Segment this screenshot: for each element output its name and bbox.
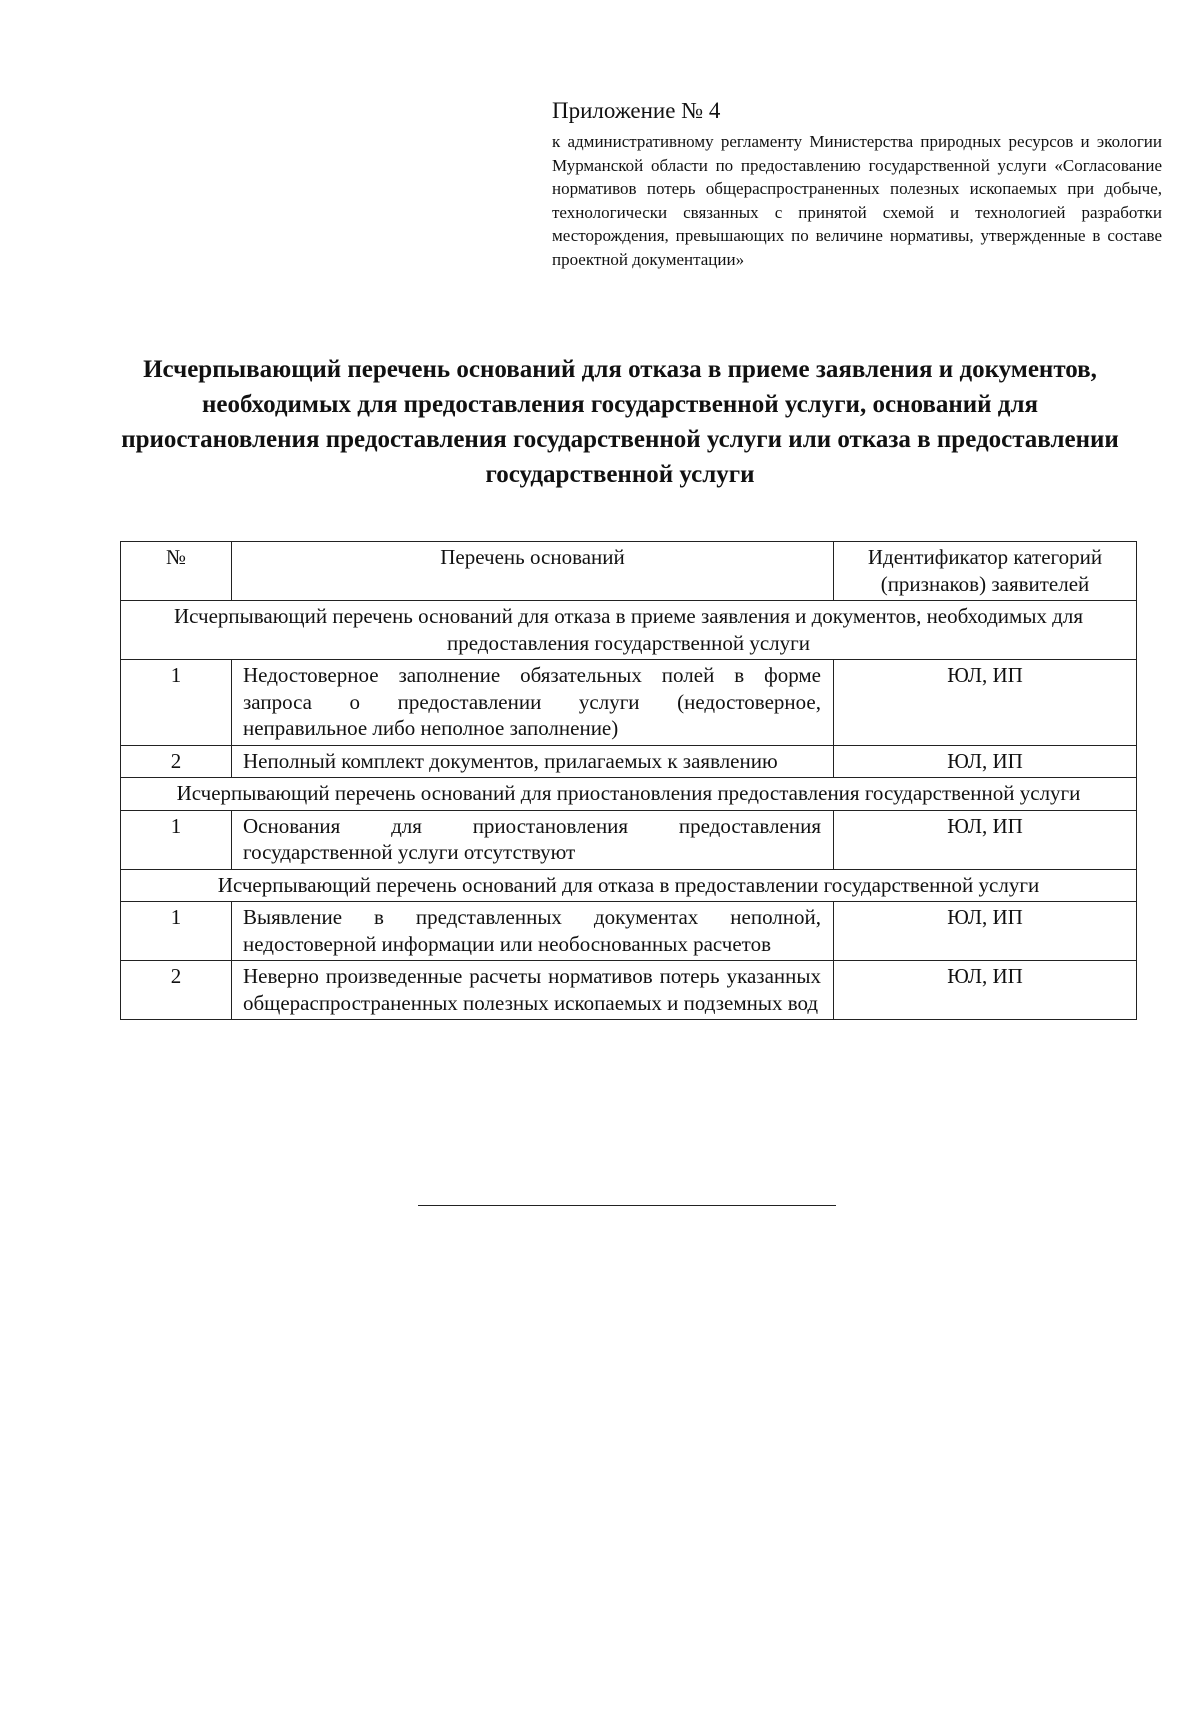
appendix-block: [552, 96, 1162, 271]
row-category: ЮЛ, ИП: [834, 810, 1137, 869]
table-row: [121, 810, 1137, 869]
row-number: 2: [121, 745, 232, 778]
row-category: ЮЛ, ИП: [834, 745, 1137, 778]
header-number: №: [121, 542, 232, 601]
table-row: [121, 902, 1137, 961]
closing-rule: [418, 1205, 836, 1206]
row-category: ЮЛ, ИП: [834, 902, 1137, 961]
section-heading-row: [121, 869, 1137, 902]
table-row: [121, 660, 1137, 746]
section-heading-row: [121, 778, 1137, 811]
grounds-table: [120, 541, 1137, 1020]
appendix-text: к административному регламенту Министерства природных ресурсов и экологии Мурманской области по предоставлению государственной услуги «Согласование нормативов потерь общераспространенных полезных ископаемых при добыче, технологически связанных с принятой схемой и технологией разработки месторождения, превышающих по величине нормативы, утвержденные в составе проектной документации»: [552, 132, 1162, 269]
row-number: 1: [121, 902, 232, 961]
row-category: ЮЛ, ИП: [834, 961, 1137, 1020]
header-grounds: Перечень оснований: [232, 542, 834, 601]
row-text: Неверно произведенные расчеты нормативов потерь указанных общераспространенных полезных ископаемых и подземных вод: [232, 961, 834, 1020]
row-text: Недостоверное заполнение обязательных полей в форме запроса о предоставлении услуги (недостоверное, неправильное либо неполное заполнение): [232, 660, 834, 746]
row-text: Выявление в представленных документах неполной, недостоверной информации или необоснованных расчетов: [232, 902, 834, 961]
section-heading: Исчерпывающий перечень оснований для приостановления предоставления государственной услуги: [121, 778, 1137, 811]
row-text: Основания для приостановления предоставления государственной услуги отсутствуют: [232, 810, 834, 869]
appendix-title: Приложение № 4: [552, 98, 721, 123]
section-heading: Исчерпывающий перечень оснований для отказа в приеме заявления и документов, необходимых для предоставления государственной услуги: [121, 601, 1137, 660]
header-category: Идентификатор категорий (признаков) заявителей: [834, 542, 1137, 601]
table-row: [121, 961, 1137, 1020]
row-category: ЮЛ, ИП: [834, 660, 1137, 746]
section-heading: Исчерпывающий перечень оснований для отказа в предоставлении государственной услуги: [121, 869, 1137, 902]
table-row: [121, 745, 1137, 778]
section-heading-row: [121, 601, 1137, 660]
row-number: 1: [121, 810, 232, 869]
row-number: 2: [121, 961, 232, 1020]
row-number: 1: [121, 660, 232, 746]
row-text: Неполный комплект документов, прилагаемых к заявлению: [232, 745, 834, 778]
table-header-row: [121, 542, 1137, 601]
document-title: Исчерпывающий перечень оснований для отказа в приеме заявления и документов, необходимых для предоставления государственной услуги, оснований для приостановления предоставления государственной услуги или отказа в предоставлении государственной услуги: [121, 356, 1119, 488]
